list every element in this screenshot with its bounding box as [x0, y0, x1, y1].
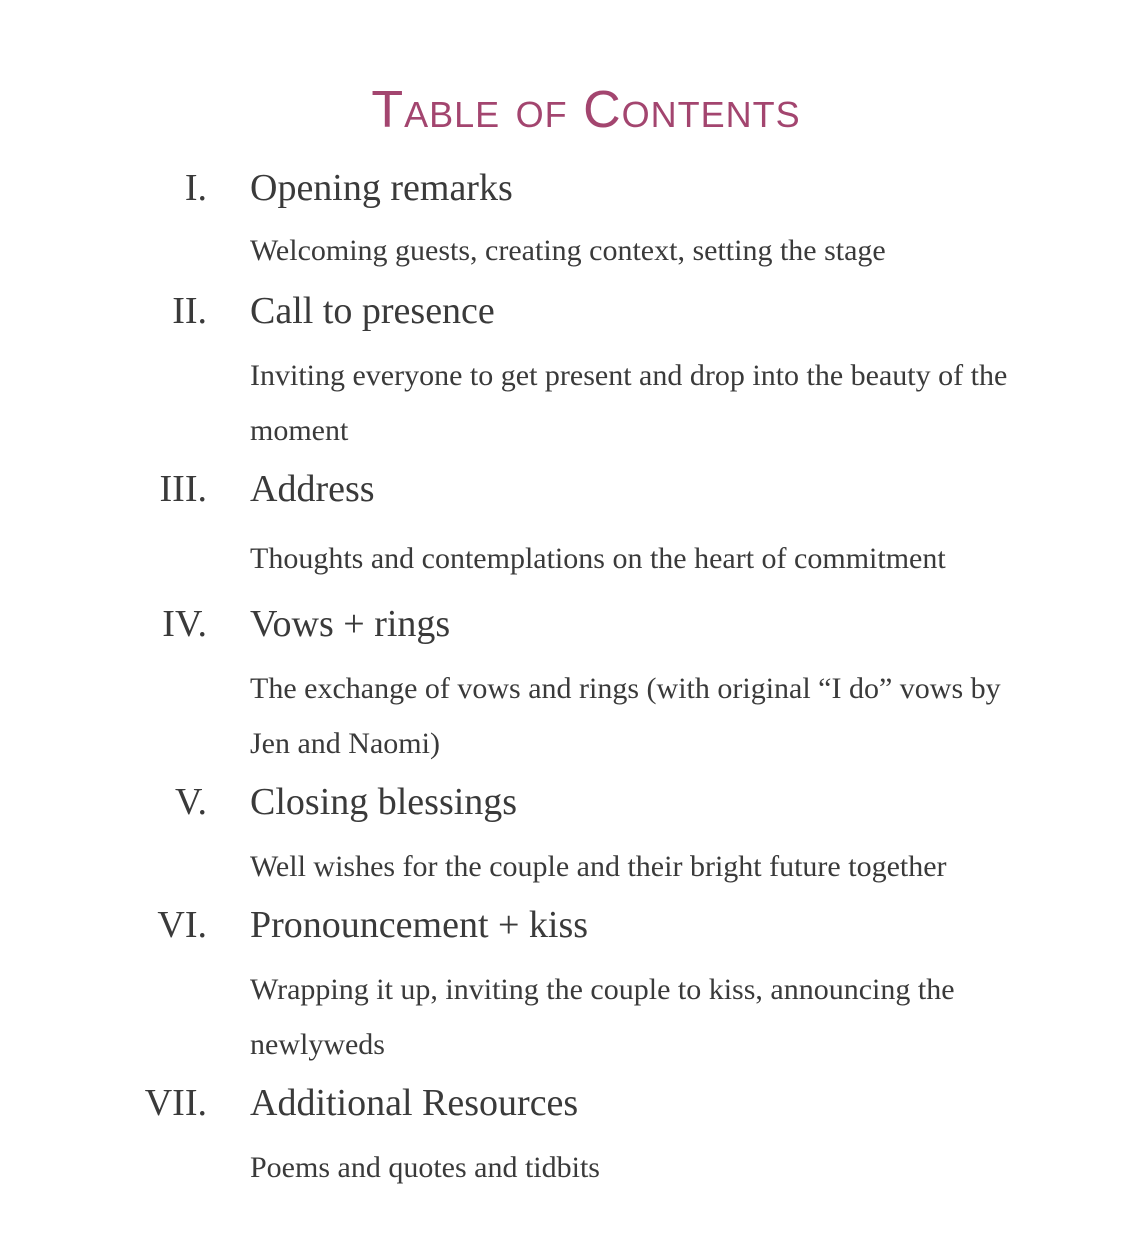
- toc-numeral: I.: [184, 167, 207, 209]
- toc-description: Well wishes for the couple and their bright future together: [250, 850, 947, 883]
- toc-heading: Opening remarks: [250, 167, 513, 209]
- toc-numeral: VII.: [144, 1082, 207, 1124]
- page-title: Table of Contents: [371, 81, 801, 139]
- toc-numeral: VI.: [157, 904, 207, 946]
- toc-heading: Vows + rings: [250, 603, 451, 645]
- toc-heading: Closing blessings: [250, 781, 518, 823]
- toc-numeral: III.: [159, 468, 207, 510]
- toc-heading: Call to presence: [250, 290, 495, 332]
- toc-description: Thoughts and contemplations on the heart of commitment: [250, 542, 946, 575]
- toc-description: Wrapping it up, inviting the couple to kiss, announcing the newlyweds: [250, 973, 955, 1061]
- toc-heading: Additional Resources: [250, 1082, 579, 1124]
- toc-numeral: II.: [172, 290, 207, 332]
- toc-description: Poems and quotes and tidbits: [250, 1151, 600, 1184]
- toc-numeral: IV.: [162, 603, 207, 645]
- toc-description: Welcoming guests, creating context, setting the stage: [250, 234, 886, 267]
- toc-description: The exchange of vows and rings (with original “I do” vows by Jen and Naomi): [250, 672, 1001, 760]
- toc-description: Inviting everyone to get present and drop into the beauty of the moment: [250, 359, 1008, 447]
- toc-heading: Pronouncement + kiss: [250, 904, 589, 946]
- toc-numeral: V.: [174, 781, 207, 823]
- toc-heading: Address: [250, 468, 375, 510]
